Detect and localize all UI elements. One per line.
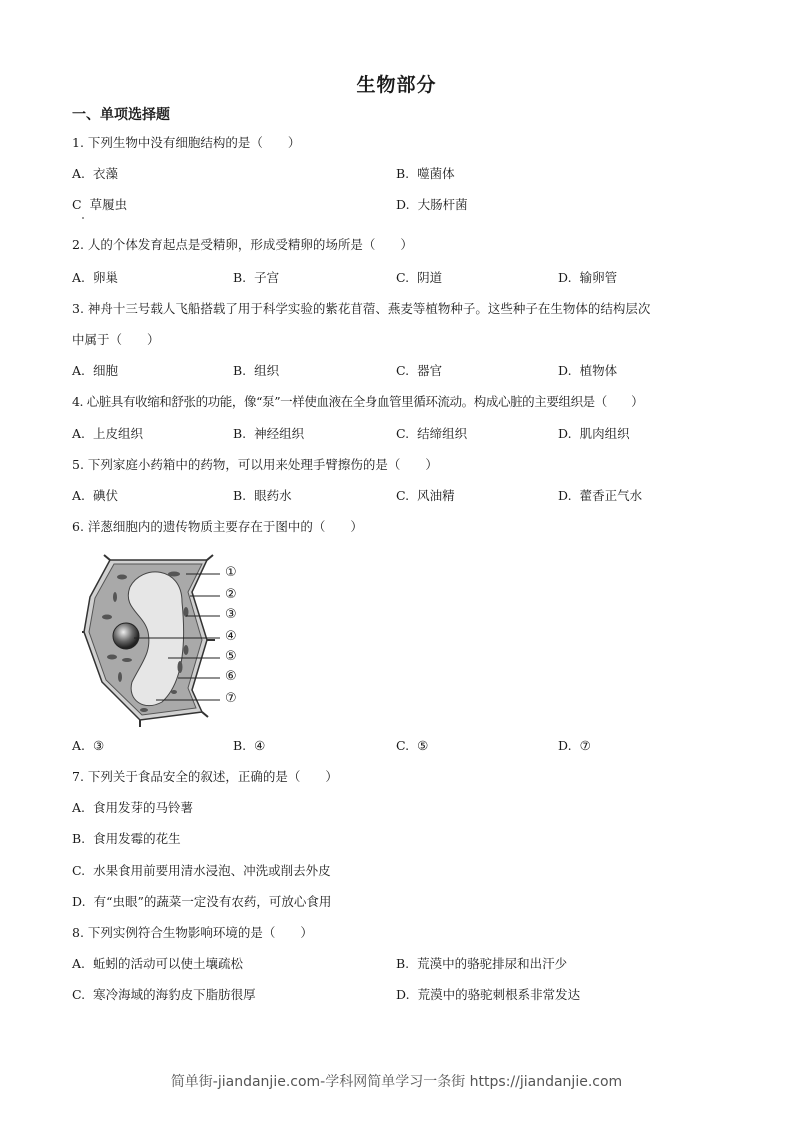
option-label: B. <box>233 738 247 753</box>
option-label: C. <box>72 987 86 1002</box>
question-6-option-b <box>233 738 265 754</box>
question-2-option-d <box>558 270 617 286</box>
option-text: 荒漠中的骆驼排尿和出汗少 <box>417 956 568 971</box>
question-3-stem-continued: 中属于（ ） <box>72 332 160 347</box>
option-label: C <box>72 197 82 212</box>
question-5-option-c <box>396 488 455 504</box>
question-3-option-a <box>72 363 118 379</box>
option-text: 组织 <box>254 363 280 378</box>
question-1-option-b <box>396 166 455 182</box>
option-label: A. <box>72 488 86 503</box>
question-4-option-a <box>72 426 143 442</box>
question-3-option-c <box>396 363 442 379</box>
option-text: 输卵管 <box>579 270 618 285</box>
question-8-option-a <box>72 956 243 972</box>
option-label: C. <box>396 363 410 378</box>
option-text: ④ <box>254 738 266 753</box>
option-text: 卵巢 <box>93 270 119 285</box>
question-8-stem: 8. 下列实例符合生物影响环境的是（ ） <box>72 925 313 940</box>
option-label: B. <box>233 488 247 503</box>
option-label: A. <box>72 270 86 285</box>
option-text: 碘伏 <box>93 488 119 503</box>
option-text: ⑤ <box>417 738 429 753</box>
question-4-option-b <box>233 426 304 442</box>
option-label: A. <box>72 363 86 378</box>
diagram-label-2: ② <box>225 587 237 602</box>
question-8-option-b <box>396 956 567 972</box>
option-text: 食用发芽的马铃薯 <box>93 800 194 815</box>
diagram-label-5: ⑤ <box>225 649 237 664</box>
option-label: B. <box>72 831 86 846</box>
question-4-option-c <box>396 426 467 442</box>
question-6-option-c <box>396 738 428 754</box>
option-text: 阴道 <box>417 270 443 285</box>
option-label: C. <box>396 426 410 441</box>
option-label: B. <box>233 426 247 441</box>
option-label: A. <box>72 166 86 181</box>
question-7-option-b <box>72 831 181 847</box>
question-1-option-c <box>72 197 127 213</box>
question-7-option-a <box>72 800 193 816</box>
option-label: C. <box>396 488 410 503</box>
question-1-stem: 1. 下列生物中没有细胞结构的是（ ） <box>72 135 301 150</box>
question-5-option-a <box>72 488 118 504</box>
option-label: D. <box>558 363 572 378</box>
question-6-option-a <box>72 738 104 754</box>
option-label: A. <box>72 800 86 815</box>
option-label: B. <box>233 270 247 285</box>
option-text: 器官 <box>417 363 443 378</box>
option-text: 水果食用前要用清水浸泡、冲洗或削去外皮 <box>93 863 331 878</box>
option-label: C. <box>396 738 410 753</box>
option-text: 细胞 <box>93 363 119 378</box>
footer-watermark: 简单街-jiandanjie.com-学科网简单学习一条街 https://jiandanjie.com <box>170 1074 623 1090</box>
option-label: D. <box>558 426 572 441</box>
question-2-option-b <box>233 270 279 286</box>
option-label: A. <box>72 426 86 441</box>
option-text: 眼药水 <box>254 488 292 503</box>
option-text: 神经组织 <box>254 426 305 441</box>
question-2-option-c <box>396 270 442 286</box>
question-2-stem: 2. 人的个体发育起点是受精卵，形成受精卵的场所是（ ） <box>72 237 413 252</box>
option-text: 有“虫眼”的蔬菜一定没有农药，可放心食用 <box>93 894 332 909</box>
question-5-option-d <box>558 488 642 504</box>
option-text: 藿香正气水 <box>579 488 643 503</box>
option-text: 草履虫 <box>89 197 128 212</box>
option-label: D. <box>558 488 572 503</box>
question-7-option-c <box>72 863 331 879</box>
onion-cell-diagram <box>82 552 262 727</box>
question-1-option-a <box>72 166 118 182</box>
option-text: 噬菌体 <box>417 166 455 181</box>
question-3-option-d <box>558 363 617 379</box>
option-text: 衣藻 <box>93 166 119 181</box>
question-3-stem: 3. 神舟十三号载人飞船搭载了用于科学实验的紫花苜蓿、燕麦等植物种子。这些种子在生物体的结构层次 <box>72 301 651 316</box>
diagram-label-1: ① <box>225 565 237 580</box>
question-8-option-c <box>72 987 256 1003</box>
question-6-stem: 6. 洋葱细胞内的遗传物质主要存在于图中的（ ） <box>72 519 363 534</box>
diagram-label-7: ⑦ <box>225 691 237 706</box>
option-text: ⑦ <box>579 738 591 753</box>
question-5-stem: 5. 下列家庭小药箱中的药物，可以用来处理手臂擦伤的是（ ） <box>72 457 438 472</box>
option-text: 结缔组织 <box>417 426 468 441</box>
option-label: D. <box>558 270 572 285</box>
option-label: A. <box>72 738 86 753</box>
option-label: B. <box>396 956 410 971</box>
question-7-option-d <box>72 894 331 910</box>
option-text: 肌肉组织 <box>579 426 630 441</box>
question-1-option-d <box>396 197 468 213</box>
option-text: 植物体 <box>579 363 618 378</box>
option-text: 寒冷海域的海豹皮下脂肪很厚 <box>93 987 256 1002</box>
stray-mark <box>82 217 84 219</box>
option-text: 子宫 <box>254 270 280 285</box>
diagram-label-6: ⑥ <box>225 669 237 684</box>
question-8-option-d <box>396 987 580 1003</box>
option-text: ③ <box>93 738 105 753</box>
option-label: C. <box>396 270 410 285</box>
diagram-label-4: ④ <box>225 629 237 644</box>
option-text: 食用发霉的花生 <box>93 831 181 846</box>
option-label: B. <box>396 166 410 181</box>
option-label: D. <box>396 197 410 212</box>
option-text: 蚯蚓的活动可以使土壤疏松 <box>93 956 244 971</box>
option-label: A. <box>72 956 86 971</box>
diagram-label-3: ③ <box>225 607 237 622</box>
option-text: 风油精 <box>417 488 455 503</box>
section-heading: 一、单项选择题 <box>72 107 170 123</box>
option-text: 大肠杆菌 <box>417 197 468 212</box>
page-title: 生物部分 <box>356 74 437 96</box>
option-label: B. <box>233 363 247 378</box>
option-text: 上皮组织 <box>93 426 144 441</box>
question-5-option-b <box>233 488 292 504</box>
question-6-option-d <box>558 738 591 754</box>
option-text: 荒漠中的骆驼刺根系非常发达 <box>417 987 581 1002</box>
question-2-option-a <box>72 270 118 286</box>
option-label: D. <box>72 894 86 909</box>
option-label: D. <box>558 738 572 753</box>
question-3-option-b <box>233 363 279 379</box>
question-7-stem: 7. 下列关于食品安全的叙述，正确的是（ ） <box>72 769 338 784</box>
option-label: C. <box>72 863 86 878</box>
question-4-stem: 4. 心脏具有收缩和舒张的功能，像“泵”一样使血液在全身血管里循环流动。构成心脏的主要组织是（ ） <box>72 394 644 409</box>
option-label: D. <box>396 987 410 1002</box>
question-4-option-d <box>558 426 630 442</box>
